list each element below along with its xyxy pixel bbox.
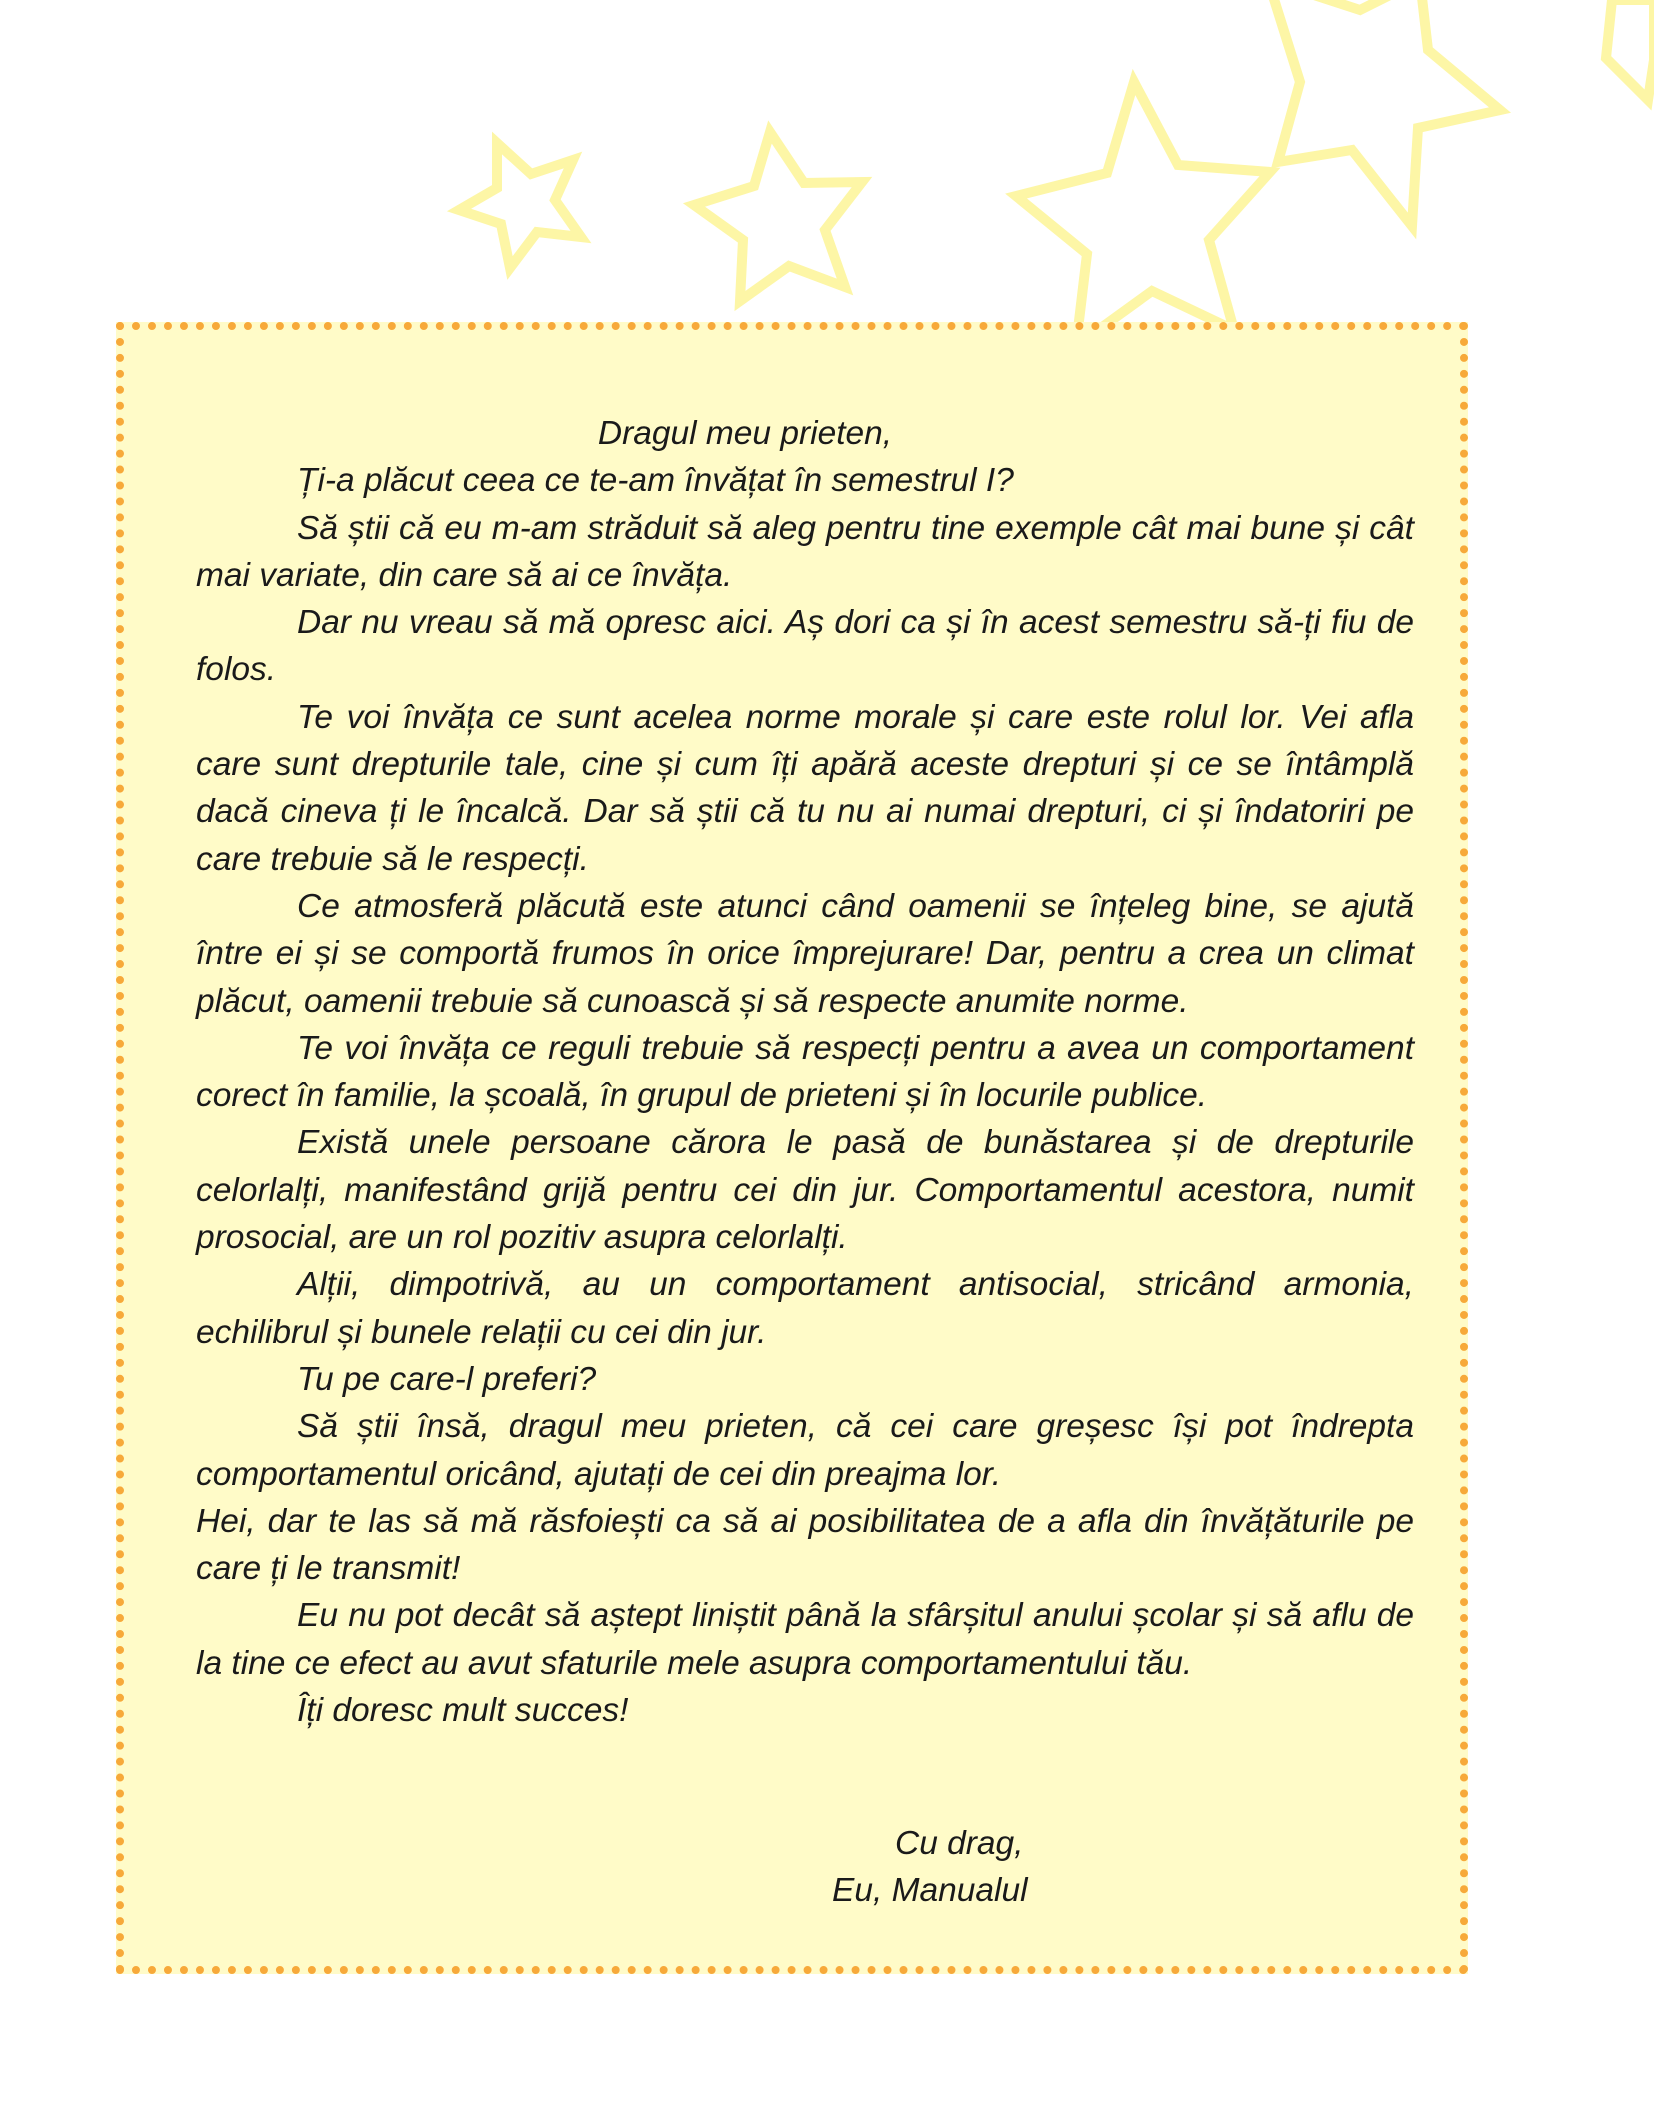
star-outline-icon xyxy=(694,132,862,301)
letter-paragraph: Să știi că eu m-am străduit să aleg pentru tine exemple cât mai bune și cât mai variate, din care să ai ce învăța. xyxy=(196,509,1414,594)
letter-paragraph: Ce atmosferă plăcută este atunci când oamenii se înțeleg bine, se ajută între ei și se comportă frumos în orice împrejurare! Dar, pentru a crea un climat plăcut, oamenii trebuie să cunoască și să respecte anumite norme. xyxy=(196,887,1414,1020)
letter-greeting: Dragul meu prieten, xyxy=(597,415,893,452)
letter-paragraph: Te voi învăța ce reguli trebuie să respecți pentru a avea un comportament corect în familie, la școală, în grupul de prieteni și în locurile publice. xyxy=(196,1029,1414,1115)
letter-paragraph: Tu pe care-l preferi? xyxy=(297,1360,597,1398)
letter-paragraph: Te voi învăța ce sunt acelea norme morale și care este rolul lor. Vei afla care sunt drepturile tale, cine și cum îți apără aceste drepturi și ce se întâmplă dacă cineva ți le încalcă. Dar să știi că tu nu ai numai drepturi, ci și îndatoriri pe care trebuie să le respecți. xyxy=(196,698,1414,878)
letter-signature: Eu, Manualul xyxy=(832,1872,1028,1909)
letter-paragraph: Există unele persoane cărora le pasă de bunăstarea și de drepturile celorlalți, manifestând grijă pentru cei din jur. Comportamentul acestora, numit prosocial, are un rol pozitiv asupra celorlalți. xyxy=(196,1124,1414,1257)
letter-paragraph: Îți doresc mult succes! xyxy=(297,1692,629,1730)
letter-paragraph: Să știi însă, dragul meu prieten, că cei care greșesc își pot îndrepta comportamentul oricând, ajutați de cei din preajma lor. xyxy=(196,1408,1414,1493)
star-outline-icon xyxy=(1606,0,1654,100)
letter-paragraph: Dar nu vreau să mă opresc aici. Aș dori ca și în acest semestru să-ți fiu de folos. xyxy=(196,604,1414,689)
letter-closing: Cu drag, xyxy=(895,1825,1024,1862)
letter-body xyxy=(196,410,1414,1734)
letter-paragraph: Ți-a plăcut ceea ce te-am învățat în semestrul I? xyxy=(297,462,1014,500)
letter-paragraph: Alții, dimpotrivă, au un comportament antisocial, stricând armonia, echilibrul și bunele relații cu cei din jur. xyxy=(196,1266,1414,1351)
star-outline-icon xyxy=(1268,0,1500,226)
star-outline-icon xyxy=(459,143,581,268)
letter-paragraph: Eu nu pot decât să aștept liniștit până la sfârșitul anului școlar și să aflu de la tine ce efect au avut sfaturile mele asupra comportamentului tău. xyxy=(196,1597,1414,1682)
letter-paragraph: Hei, dar te las să mă răsfoiești ca să ai posibilitatea de a afla din învățăturile pe care ți le transmit! xyxy=(196,1502,1414,1588)
star-outline-icon xyxy=(1016,82,1270,346)
